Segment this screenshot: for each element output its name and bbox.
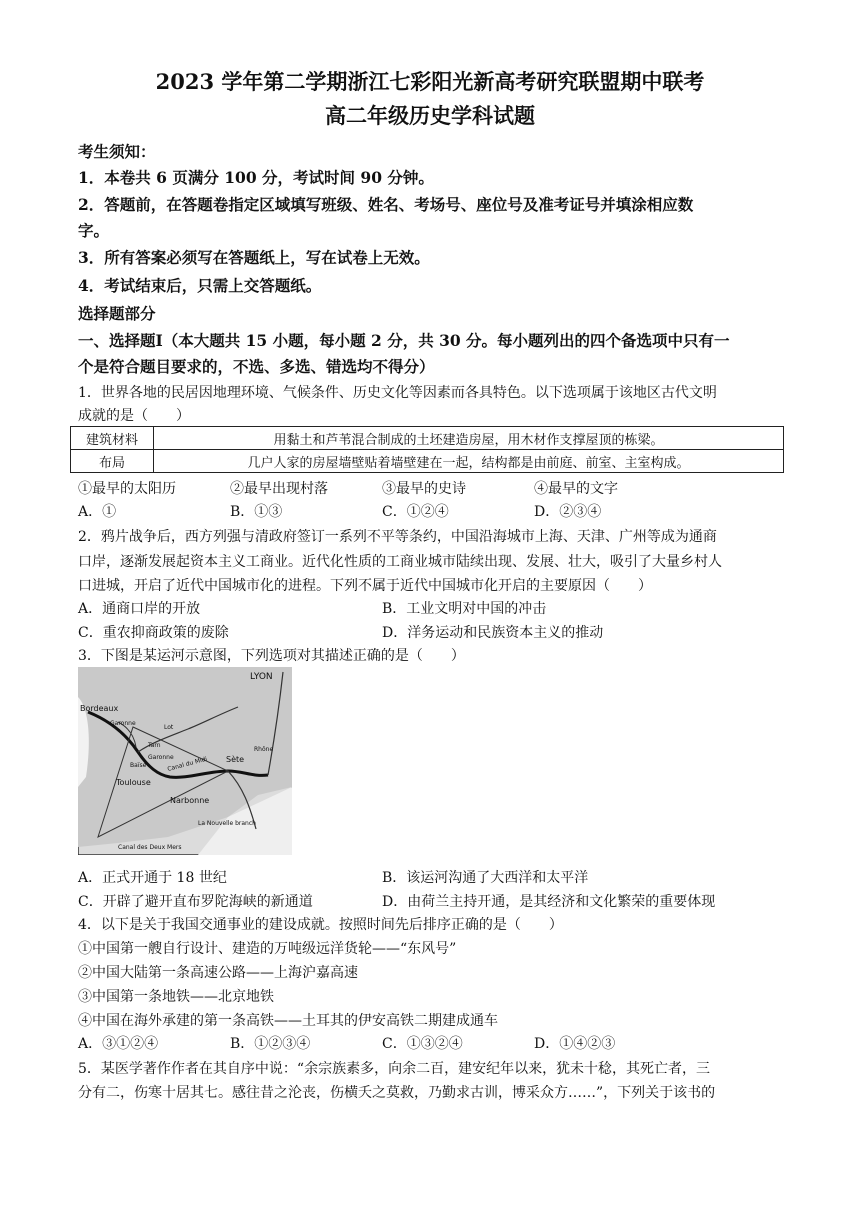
q3-option: A．正式开通于 18 世纪 [78, 870, 227, 886]
q4-option: D．①④②③ [534, 1036, 616, 1052]
q1-table [70, 426, 784, 473]
map-label: Sète [226, 755, 245, 764]
table-row [71, 450, 784, 473]
q2-stem: 口进城，开启了近代中国城市化的进程。下列不属于近代中国城市化开启的主要原因（ ） [78, 578, 652, 594]
notice-item: 1．本卷共 6 页满分 100 分，考试时间 90 分钟。 [78, 168, 434, 187]
q1-stem: 1．世界各地的民居因地理环境、气候条件、历史文化等因素而各具特色。以下选项属于该地区古代文明 [78, 385, 717, 401]
map-label: Canal du Midi [166, 755, 208, 773]
table-content: 几户人家的房屋墙壁贴着墙壁建在一起，结构都是由前庭、前室、主室构成。 [154, 450, 784, 473]
section-header: 一、选择题Ⅰ（本大题共 15 小题，每小题 2 分，共 30 分。每小题列出的四个备选项中只有一 [78, 331, 730, 350]
table-content: 用黏土和芦苇混合制成的土坯建造房屋，用木材作支撑屋顶的栋梁。 [154, 427, 784, 450]
map-label: Garonne [148, 754, 174, 761]
q4-item: ④中国在海外承建的第一条高铁——土耳其的伊安高铁二期建成通车 [78, 1013, 498, 1029]
table-label: 建筑材料 [71, 427, 154, 450]
notice-item: 3．所有答案必须写在答题纸上，写在试卷上无效。 [78, 248, 430, 267]
q1-option: B．①③ [230, 504, 283, 520]
q4-option: C．①③②④ [382, 1036, 463, 1052]
map-label: Toulouse [116, 778, 151, 787]
q4-item: ②中国大陆第一条高速公路——上海沪嘉高速 [78, 965, 358, 981]
q5-stem: 5．某医学著作作者在其自序中说：“余宗族素多，向余二百，建安纪年以来，犹未十稔，其死亡者，三 [78, 1061, 711, 1077]
q2-option: B．工业文明对中国的冲击 [382, 601, 547, 617]
q4-item: ①中国第一艘自行设计、建造的万吨级远洋货轮——“东风号” [78, 941, 457, 957]
q3-option: B．该运河沟通了大西洋和太平洋 [382, 870, 589, 886]
map-label: LYON [250, 672, 273, 682]
map-label: Canal des Deux Mers [118, 844, 182, 851]
section-header: 个是符合题目要求的，不选、多选、错选均不得分） [78, 357, 435, 376]
map-label: Baïse [130, 762, 147, 769]
exam-title: 2023 学年第二学期浙江七彩阳光新高考研究联盟期中联考 [155, 69, 705, 94]
q4-item: ③中国第一条地铁——北京地铁 [78, 989, 274, 1005]
part-heading: 选择题部分 [78, 304, 156, 323]
q1-option: A．① [78, 504, 117, 520]
q3-option: C．开辟了避开直布罗陀海峡的新通道 [78, 894, 313, 910]
table-label: 布局 [71, 450, 154, 473]
q4-option: B．①②③④ [230, 1036, 311, 1052]
q1-stem: 成就的是（ ） [78, 408, 190, 424]
q1-option: C．①②④ [382, 504, 449, 520]
q1-item: ②最早出现村落 [230, 481, 328, 497]
q2-option: D．洋务运动和民族资本主义的推动 [382, 625, 604, 641]
q2-option: C．重农抑商政策的废除 [78, 625, 229, 641]
map-label: Garonne [110, 720, 136, 727]
q2-stem: 2．鸦片战争后，西方列强与清政府签订一系列不平等条约，中国沿海城市上海、天津、广州等成为通商 [78, 529, 717, 545]
exam-subtitle: 高二年级历史学科试题 [325, 103, 535, 128]
q1-option: D．②③④ [534, 504, 602, 520]
q3-option: D．由荷兰主持开通，是其经济和文化繁荣的重要体现 [382, 894, 716, 910]
q4-option: A．③①②④ [78, 1036, 159, 1052]
notice-item: 2．答题前，在答题卷指定区域填写班级、姓名、考场号、座位号及准考证号并填涂相应数 [78, 195, 694, 214]
q2-option: A．通商口岸的开放 [78, 601, 201, 617]
map-label: Narbonne [170, 796, 210, 805]
q5-stem: 分有二，伤寒十居其七。感往昔之沦丧，伤横夭之莫救，乃勤求古训，博采众方……”，下列关于该书的 [78, 1085, 716, 1101]
map-label: Rhône [254, 746, 274, 753]
table-row [71, 427, 784, 450]
q3-stem: 3．下图是某运河示意图，下列选项对其描述正确的是（ ） [78, 648, 465, 664]
q1-item: ①最早的太阳历 [78, 481, 176, 497]
canal-map-svg [78, 667, 292, 855]
notice-item: 字。 [78, 221, 110, 240]
q1-item: ④最早的文字 [534, 481, 618, 497]
notice-item: 4．考试结束后，只需上交答题纸。 [78, 276, 322, 295]
canal-map [78, 667, 292, 855]
q1-item: ③最早的史诗 [382, 481, 466, 497]
notice-heading: 考生须知： [78, 142, 156, 161]
q2-stem: 口岸，逐渐发展起资本主义工商业。近代化性质的工商业城市陆续出现、发展、壮大，吸引了大量乡村人 [78, 554, 722, 570]
map-label: Tarn [148, 742, 161, 749]
map-label: Lot [164, 724, 174, 731]
map-label: Bordeaux [80, 704, 119, 713]
q4-stem: 4．以下是关于我国交通事业的建设成就。按照时间先后排序正确的是（ ） [78, 917, 563, 933]
map-label: La Nouvelle branch [198, 820, 256, 827]
